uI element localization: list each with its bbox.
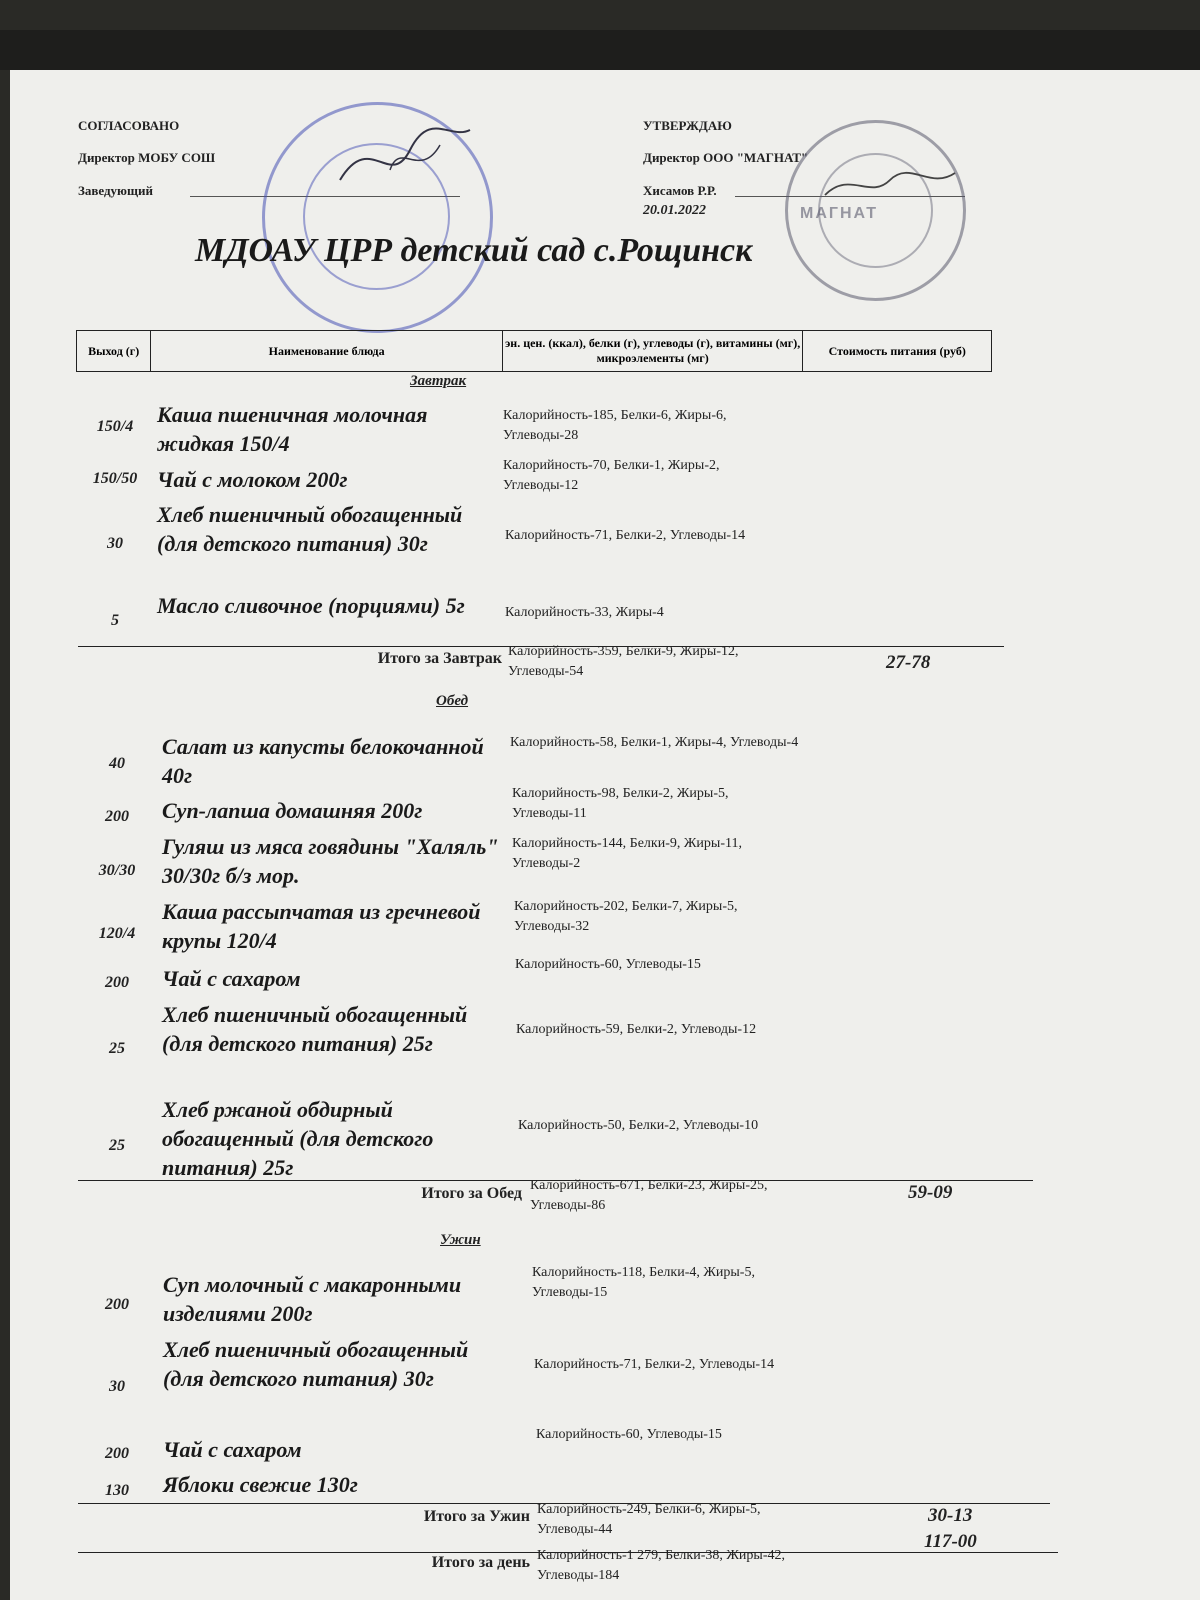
section-lunch-title: Обед bbox=[436, 693, 469, 709]
row-dish-name: Чай с сахаром bbox=[162, 966, 301, 991]
row-nutrition: Калорийность-33, Жиры-4 bbox=[505, 605, 664, 620]
section-dinner-title: Ужин bbox=[440, 1232, 481, 1248]
row-output: 30/30 bbox=[98, 862, 136, 879]
col-output-header: Выход (г) bbox=[77, 331, 151, 372]
director-name: Хисамов Р.Р. bbox=[643, 183, 717, 198]
row-nutrition: Калорийность-71, Белки-2, Углеводы-14 bbox=[534, 1357, 775, 1372]
row-dish-name: Каша рассыпчатая из гречневой крупы 120/4 bbox=[162, 899, 481, 953]
approval-date: 20.01.2022 bbox=[643, 203, 706, 218]
row-output: 150/50 bbox=[92, 470, 138, 487]
row-dish-name: Масло сливочное (порциями) 5г bbox=[157, 593, 465, 618]
row-dish-name: Хлеб пшеничный обогащенный (для детского питания) 30г bbox=[157, 502, 463, 556]
row-output: 200 bbox=[105, 808, 129, 825]
row-nutrition: Калорийность-71, Белки-2, Углеводы-14 bbox=[505, 528, 746, 543]
row-dish-name: Яблоки свежие 130г bbox=[163, 1472, 358, 1497]
row-output: 40 bbox=[109, 755, 125, 772]
company-director-label: Директор ООО "МАГНАТ" bbox=[643, 150, 809, 165]
company-seal-text: МАГНАТ bbox=[800, 205, 879, 222]
dinner-total-label: Итого за Ужин bbox=[423, 1508, 530, 1525]
row-dish-name: Чай с сахаром bbox=[163, 1437, 302, 1462]
row-dish-name: Гуляш из мяса говядины "Халяль" 30/30г б/з мор. bbox=[162, 834, 499, 888]
day-total-label: Итого за день bbox=[431, 1554, 530, 1571]
row-dish-name: Салат из капусты белокочанной 40г bbox=[162, 734, 484, 788]
menu-column-headers bbox=[76, 330, 992, 372]
row-nutrition: Калорийность-185, Белки-6, Жиры-6, Углеводы-28 bbox=[503, 408, 727, 443]
row-output: 5 bbox=[111, 612, 119, 629]
row-output: 200 bbox=[105, 1296, 129, 1313]
row-nutrition: Калорийность-118, Белки-4, Жиры-5, Углеводы-15 bbox=[532, 1265, 755, 1300]
dinner-total-cost: 30-13 bbox=[928, 1505, 973, 1526]
lunch-total-label: Итого за Обед bbox=[421, 1185, 522, 1202]
row-dish-name: Хлеб пшеничный обогащенный (для детского питания) 30г bbox=[163, 1337, 469, 1391]
row-dish-name: Хлеб пшеничный обогащенный (для детского питания) 25г bbox=[162, 1002, 468, 1056]
row-dish-name: Чай с молоком 200г bbox=[157, 467, 348, 492]
row-nutrition: Калорийность-70, Белки-1, Жиры-2, Углеводы-12 bbox=[503, 458, 720, 493]
row-nutrition: Калорийность-144, Белки-9, Жиры-11, Углеводы-2 bbox=[512, 836, 742, 871]
row-output: 130 bbox=[105, 1482, 129, 1499]
row-nutrition: Калорийность-60, Углеводы-15 bbox=[515, 957, 701, 972]
row-output: 200 bbox=[105, 1445, 129, 1462]
row-output: 25 bbox=[109, 1040, 125, 1057]
dark-background-edge bbox=[0, 30, 1200, 70]
row-output: 30 bbox=[107, 535, 123, 552]
approve-label: УТВЕРЖДАЮ bbox=[643, 118, 732, 133]
col-cost-header: Стоимость питания (руб) bbox=[803, 331, 992, 372]
row-output: 25 bbox=[109, 1137, 125, 1154]
dinner-total-nutrition: Калорийность-249, Белки-6, Жиры-5, Углеводы-44 bbox=[537, 1502, 761, 1537]
signature-left bbox=[330, 120, 480, 200]
lunch-total-nutrition: Калорийность-671, Белки-23, Жиры-25, Углеводы-86 bbox=[530, 1178, 768, 1213]
row-nutrition: Калорийность-60, Углеводы-15 bbox=[536, 1427, 722, 1442]
day-total-nutrition: Калорийность-1 279, Белки-38, Жиры-42, Углеводы-184 bbox=[537, 1548, 785, 1583]
breakfast-total-label: Итого за Завтрак bbox=[377, 650, 502, 667]
head-label: Заведующий bbox=[78, 183, 153, 198]
section-breakfast-title: Завтрак bbox=[410, 373, 467, 389]
col-name-header: Наименование блюда bbox=[151, 331, 503, 372]
agreed-label: СОГЛАСОВАНО bbox=[78, 118, 180, 133]
document-title: МДОАУ ЦРР детский сад с.Рощинск bbox=[195, 232, 753, 269]
lunch-total-cost: 59-09 bbox=[908, 1182, 953, 1203]
breakfast-total-cost: 27-78 bbox=[886, 652, 931, 673]
row-dish-name: Суп-лапша домашняя 200г bbox=[162, 798, 423, 823]
signature-right bbox=[820, 165, 960, 205]
row-nutrition: Калорийность-50, Белки-2, Углеводы-10 bbox=[518, 1118, 759, 1133]
row-nutrition: Калорийность-58, Белки-1, Жиры-4, Углеводы-4 bbox=[510, 735, 799, 750]
row-nutrition: Калорийность-202, Белки-7, Жиры-5, Углеводы-32 bbox=[514, 899, 738, 934]
row-output: 30 bbox=[109, 1378, 125, 1395]
row-output: 120/4 bbox=[98, 925, 136, 942]
col-nutrition-header: эн. цен. (ккал), белки (г), углеводы (г), витамины (мг), микроэлементы (мг) bbox=[502, 331, 803, 372]
day-total-cost: 117-00 bbox=[924, 1531, 977, 1552]
row-nutrition: Калорийность-98, Белки-2, Жиры-5, Углеводы-11 bbox=[512, 786, 729, 821]
row-dish-name: Суп молочный с макаронными изделиями 200г bbox=[163, 1272, 462, 1326]
school-director-label: Директор МОБУ СОШ bbox=[78, 150, 216, 165]
breakfast-total-nutrition: Калорийность-359, Белки-9, Жиры-12, Углеводы-54 bbox=[508, 644, 739, 679]
row-nutrition: Калорийность-59, Белки-2, Углеводы-12 bbox=[516, 1022, 757, 1037]
row-dish-name: Хлеб ржаной обдирный обогащенный (для детского питания) 25г bbox=[162, 1097, 434, 1180]
row-output: 200 bbox=[105, 974, 129, 991]
row-dish-name: Каша пшеничная молочная жидкая 150/4 bbox=[157, 402, 428, 456]
row-output: 150/4 bbox=[96, 418, 134, 435]
